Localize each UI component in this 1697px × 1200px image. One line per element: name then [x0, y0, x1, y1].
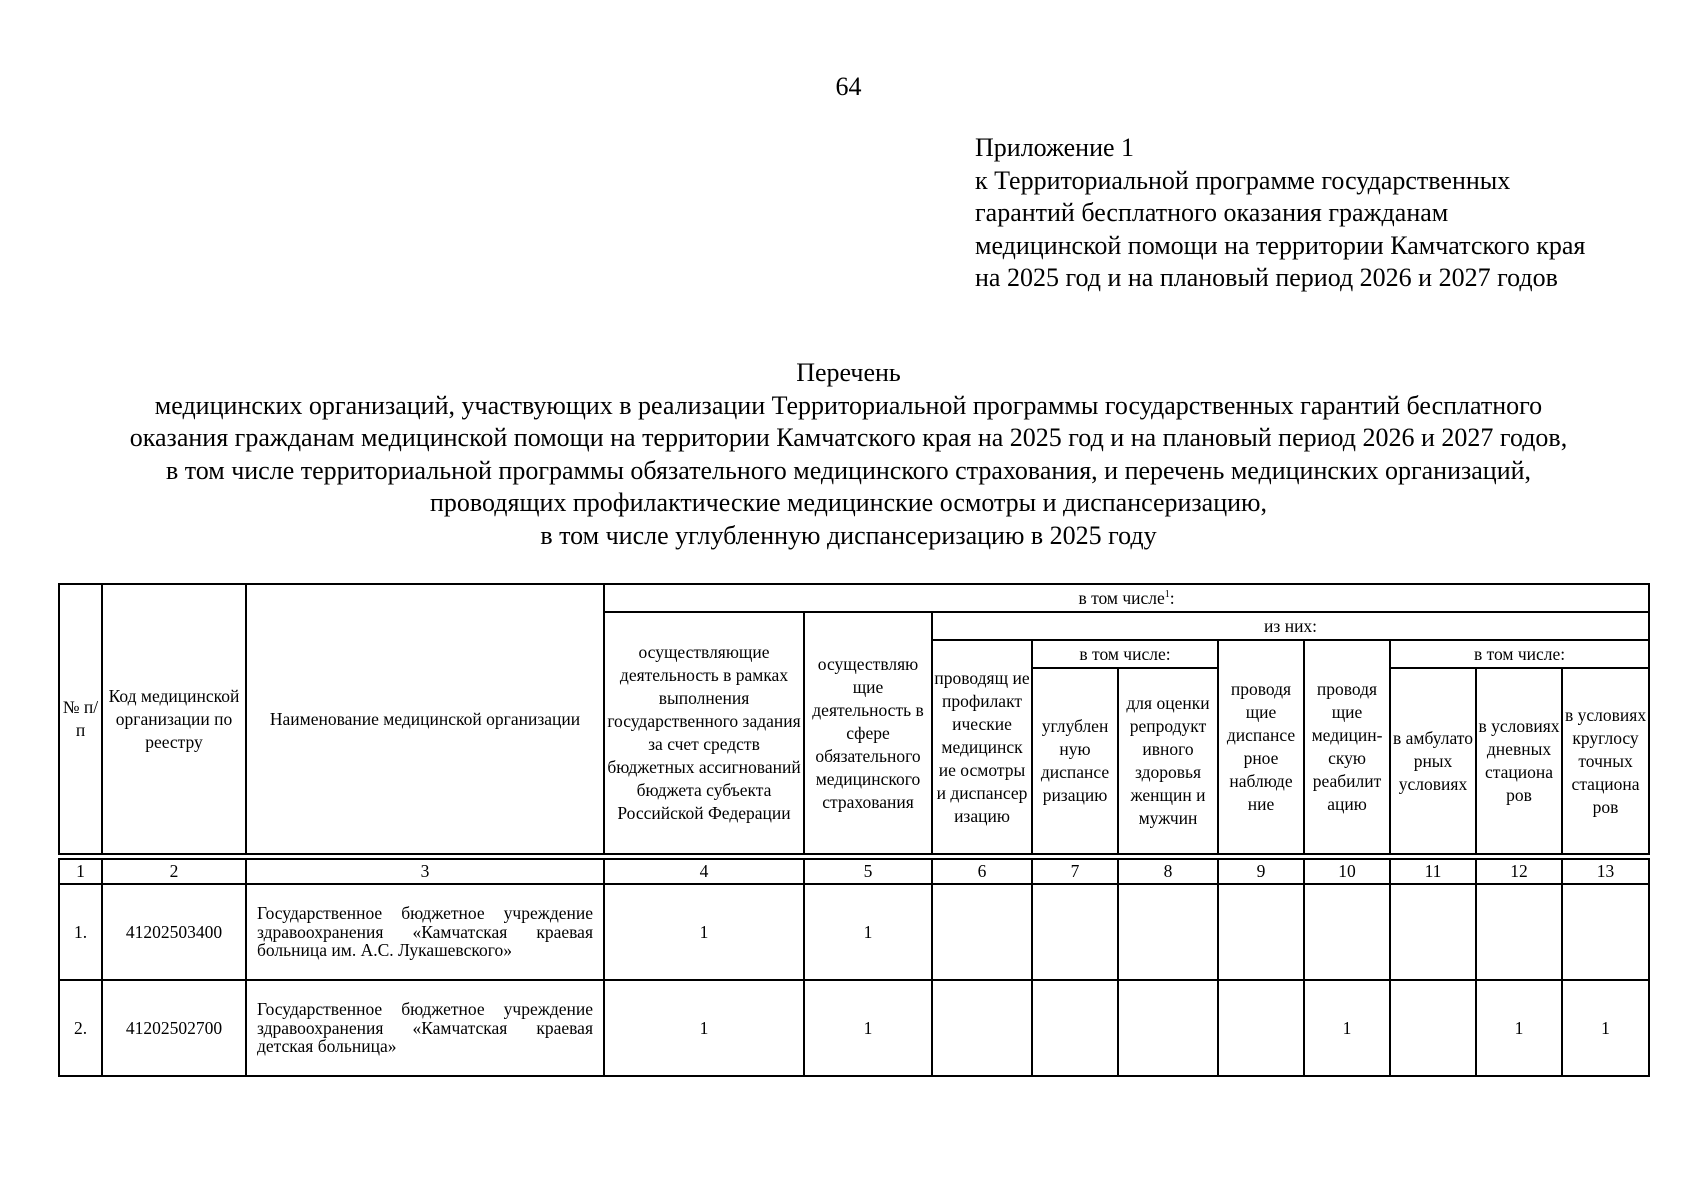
appendix-line: к Территориальной программе государственных	[975, 165, 1511, 195]
header-prof: проводящ ие профилакт ические медицинск ие осмотры и диспансер изацию	[932, 640, 1032, 854]
row-org-name: Государственное бюджетное учреждение здравоохранения «Камчатская краевая больница им. А.С. Лукашевского»	[246, 884, 604, 980]
header-rehab: проводя щие медицин- скую реабилит ацию	[1304, 640, 1390, 854]
title-line: оказания гражданам медицинской помощи на территории Камчатского края на 2025 год и на плановый период 2026 и 2027 годов,	[129, 423, 1568, 452]
appendix-line: Приложение 1	[975, 133, 1135, 162]
appendix-line: гарантий бесплатного оказания гражданам	[975, 198, 1449, 227]
appendix-line: медицинской помощи на территории Камчатского края	[975, 230, 1586, 260]
header-day-hosp: в условиях дневных стациона ров	[1476, 668, 1562, 854]
column-number: 5	[804, 859, 932, 884]
column-number: 3	[246, 859, 604, 884]
row-code: 41202502700	[102, 980, 246, 1076]
row-num: 1.	[59, 884, 102, 980]
row-cell	[1390, 980, 1476, 1076]
column-number: 2	[102, 859, 246, 884]
row-cell	[1390, 884, 1476, 980]
row-code: 41202503400	[102, 884, 246, 980]
header-code: Код медицинской организации по реестру	[102, 584, 246, 854]
header-ambulatory: в амбулато рных условиях	[1390, 668, 1476, 854]
header-of-them: из них:	[932, 612, 1649, 640]
header-repro: для оценки репродукт ивного здоровья женщин и мужчин	[1118, 668, 1218, 854]
column-number: 4	[604, 859, 804, 884]
header-oms: осуществляю щие деятельность в сфере обязательного медицинского страхования	[804, 612, 932, 854]
row-cell	[1118, 884, 1218, 980]
row-cell	[1032, 980, 1118, 1076]
title-line: в том числе углубленную диспансеризацию в 2025 году	[540, 520, 1157, 550]
row-cell: 1	[604, 884, 804, 980]
column-number: 12	[1476, 859, 1562, 884]
column-number: 8	[1118, 859, 1218, 884]
column-number: 13	[1562, 859, 1649, 884]
title-line: в том числе территориальной программы обязательного медицинского страхования, и перечень медицинских организаций,	[165, 455, 1532, 485]
header-disp-obs: проводя щие диспансе рное наблюде ние	[1218, 640, 1304, 854]
header-including-7-8: в том числе:	[1032, 640, 1218, 668]
row-cell: 1	[1476, 980, 1562, 1076]
row-org-name: Государственное бюджетное учреждение здравоохранения «Камчатская краевая детская больница»	[246, 980, 604, 1076]
footnote-mark: 1	[1164, 588, 1170, 600]
row-num: 2.	[59, 980, 102, 1076]
column-number-row	[59, 859, 1649, 884]
column-number: 10	[1304, 859, 1390, 884]
title-line: медицинских организаций, участвующих в реализации Территориальной программы государственных гарантий бесплатного	[154, 390, 1543, 420]
row-cell	[1032, 884, 1118, 980]
header-round-hosp: в условиях круглосу точных стациона ров	[1562, 668, 1649, 854]
header-state-task: осуществляющие деятельность в рамках выполнения государственного задания за счет средств бюджетных ассигнований бюджета субъекта Российской Федерации	[604, 612, 804, 854]
row-cell: 1	[804, 884, 932, 980]
column-number: 6	[932, 859, 1032, 884]
row-cell	[1218, 884, 1304, 980]
column-number: 9	[1218, 859, 1304, 884]
title-line: проводящих профилактические медицинские осмотры и диспансеризацию,	[430, 488, 1267, 517]
appendix-heading	[975, 132, 1585, 295]
row-cell: 1	[804, 980, 932, 1076]
page-number: 64	[835, 72, 862, 101]
header-num: № п/п	[59, 584, 102, 854]
row-cell	[1304, 884, 1390, 980]
row-cell	[1476, 884, 1562, 980]
row-cell: 1	[604, 980, 804, 1076]
row-cell	[932, 980, 1032, 1076]
appendix-line: на 2025 год и на плановый период 2026 и 2027 годов	[975, 263, 1558, 292]
header-deep: углублен ную диспансе ризацию	[1032, 668, 1118, 854]
table-body	[58, 858, 1650, 1077]
row-cell: 1	[1304, 980, 1390, 1076]
row-cell	[932, 884, 1032, 980]
table-header	[58, 583, 1650, 855]
document-title	[0, 357, 1697, 552]
column-number: 1	[59, 859, 102, 884]
row-cell	[1562, 884, 1649, 980]
header-including-11-13: в том числе:	[1390, 640, 1649, 668]
row-cell	[1118, 980, 1218, 1076]
header-including: в том числе$^1$:	[604, 584, 1649, 612]
column-number: 11	[1390, 859, 1476, 884]
header-name: Наименование медицинской организации	[246, 584, 604, 854]
column-number: 7	[1032, 859, 1118, 884]
title-line: Перечень	[796, 358, 901, 387]
table-row	[59, 884, 1649, 980]
row-cell: 1	[1562, 980, 1649, 1076]
table-row	[59, 980, 1649, 1076]
row-cell	[1218, 980, 1304, 1076]
